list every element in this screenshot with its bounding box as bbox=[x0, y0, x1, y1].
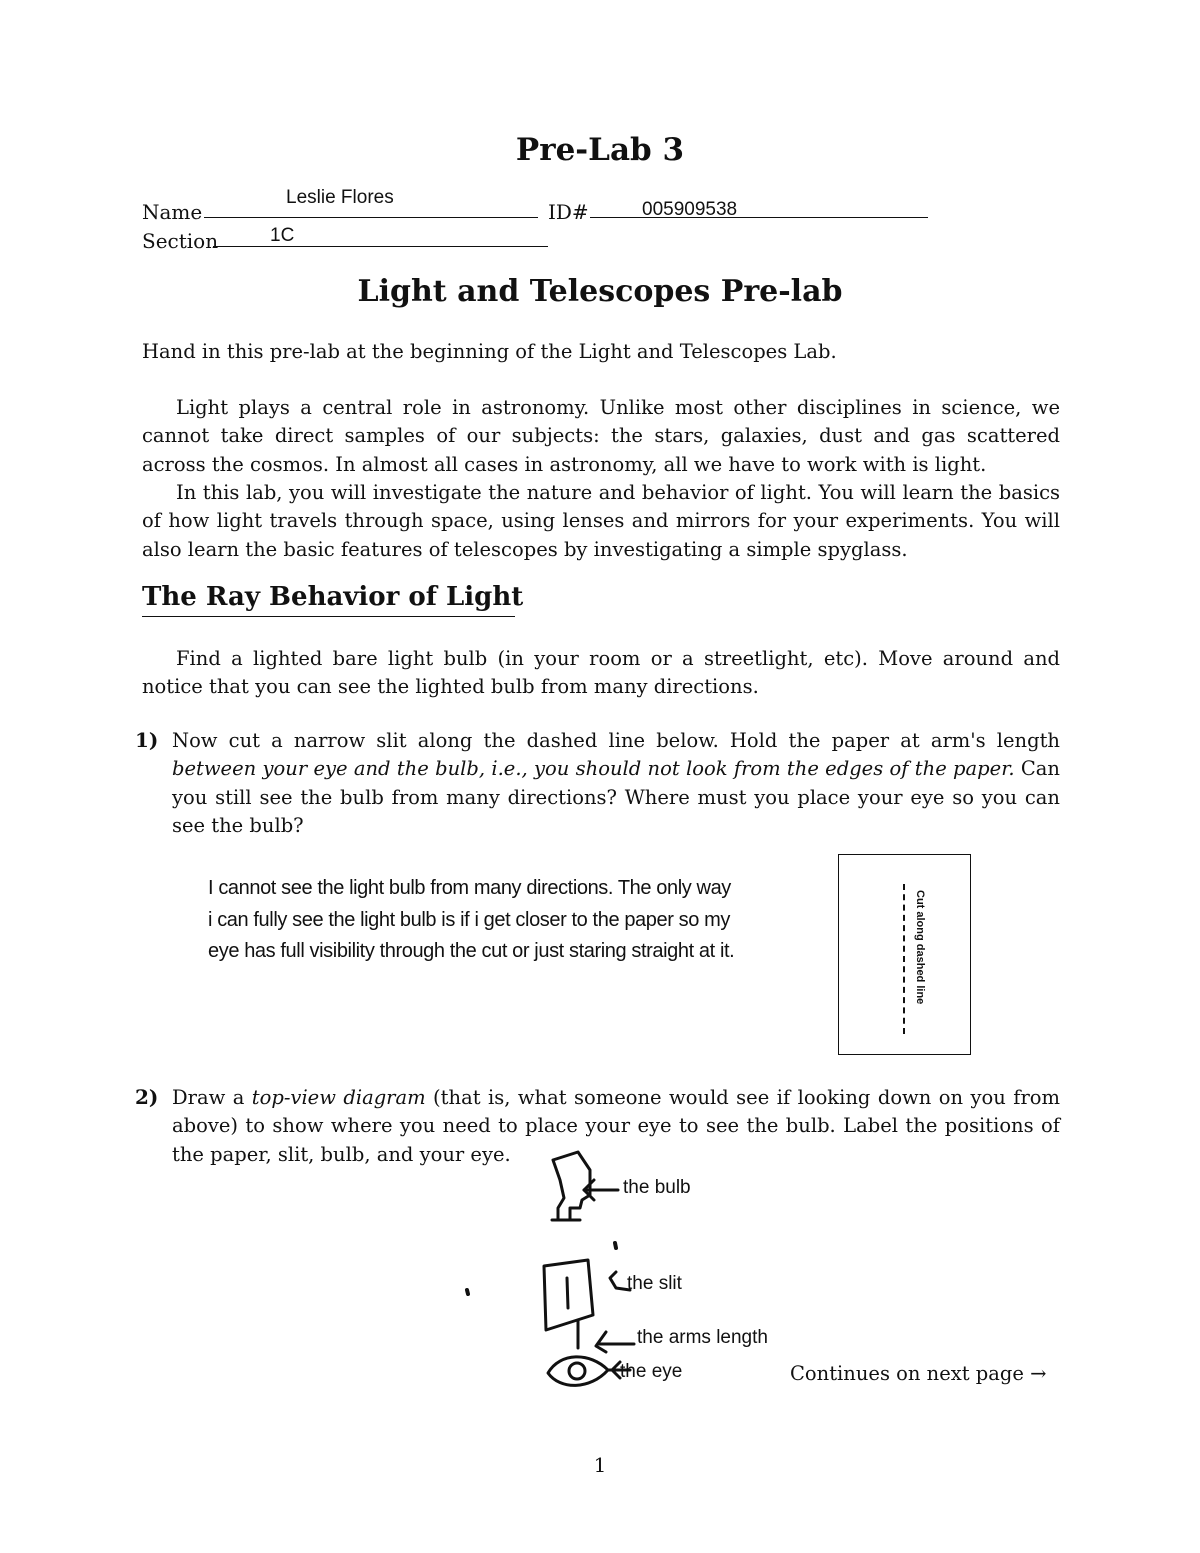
section-label: Section bbox=[142, 229, 219, 253]
label-arms-length: the arms length bbox=[637, 1327, 768, 1348]
answer-1-line: eye has full visibility through the cut or just staring straight at it. bbox=[208, 940, 735, 962]
page-number: 1 bbox=[593, 1453, 607, 1477]
id-value: 005909538 bbox=[642, 199, 738, 220]
question-1-text bbox=[172, 727, 1060, 840]
intro-text: Hand in this pre-lab at the beginning of the Light and Telescopes Lab. bbox=[142, 340, 837, 363]
question-1-text-b: Can you still see the bulb from many directions? Where must you place your eye so you can see the bulb? bbox=[172, 757, 1060, 837]
eye-icon bbox=[548, 1357, 608, 1386]
question-1-number: 1) bbox=[135, 728, 159, 752]
paragraph-1: Light plays a central role in astronomy. Unlike most other disciplines in science, we cannot take direct samples of our subjects: the stars, galaxies, dust and gas scattered across the cosmos. In almost all cases in astronomy, all we have to work with is light. bbox=[142, 396, 1060, 476]
bulb-icon bbox=[553, 1152, 590, 1220]
question-1-text-a: Now cut a narrow slit along the dashed line below. Hold the paper at arm's length bbox=[172, 729, 1060, 752]
dot-mark bbox=[615, 1243, 616, 1248]
question-1-emphasis: between your eye and the bulb, i.e., you should not look from the edges of the paper. bbox=[172, 757, 1015, 781]
cut-label: Cut along dashed line bbox=[914, 890, 926, 1005]
id-line bbox=[590, 217, 928, 218]
section-line bbox=[213, 246, 548, 247]
cut-dashed-line[interactable] bbox=[903, 884, 905, 1034]
question-2-number: 2) bbox=[135, 1085, 159, 1109]
arms-arrow-head bbox=[596, 1332, 606, 1352]
question-2-text-b: (that is, what someone would see if looking down on you from above) to show where you need to place your eye to see the bulb. Label the positions of the paper, slit, bulb, and your eye. bbox=[172, 1086, 1060, 1166]
section-heading: The Ray Behavior of Light bbox=[142, 582, 524, 612]
paragraph-3: Find a lighted bare light bulb (in your room or a streetlight, etc). Move around and notice that you can see the lighted bulb from many directions. bbox=[142, 647, 1060, 699]
subtitle: Light and Telescopes Pre-lab bbox=[357, 274, 843, 309]
question-2-emphasis: top-view diagram bbox=[251, 1086, 426, 1109]
name-value: Leslie Flores bbox=[286, 187, 394, 208]
dot-mark bbox=[467, 1290, 468, 1294]
page-title: Pre-Lab 3 bbox=[515, 132, 685, 168]
label-bulb: the bulb bbox=[623, 1177, 691, 1198]
question-2-text-a: Draw a bbox=[172, 1086, 252, 1109]
label-eye: the eye bbox=[620, 1361, 683, 1382]
name-label: Name bbox=[142, 200, 203, 224]
continues-note: Continues on next page → bbox=[790, 1362, 1047, 1385]
answer-1-line: I cannot see the light bulb from many directions. The only way bbox=[208, 877, 731, 899]
eye-pupil-icon bbox=[569, 1363, 585, 1379]
section-underline bbox=[142, 616, 515, 617]
label-slit: the slit bbox=[627, 1273, 682, 1294]
paragraph-2: In this lab, you will investigate the nature and behavior of light. You will learn the basics of how light travels through space, using lenses and mirrors for your experiments. You will also learn the basic features of telescopes by investigating a simple spyglass. bbox=[142, 481, 1060, 561]
slit-icon bbox=[567, 1278, 568, 1308]
section-value: 1C bbox=[270, 225, 295, 246]
answer-1-line: i can fully see the light bulb is if i get closer to the paper so my bbox=[208, 908, 730, 931]
answer-1 bbox=[208, 873, 734, 968]
id-label: ID# bbox=[548, 200, 589, 224]
name-line bbox=[204, 217, 538, 218]
